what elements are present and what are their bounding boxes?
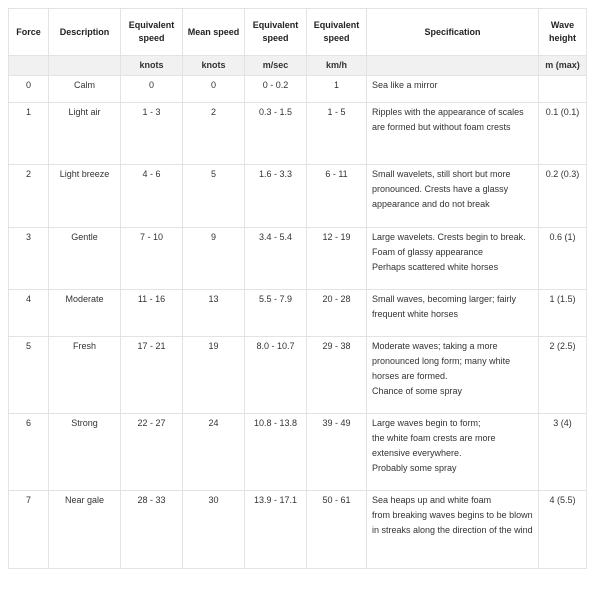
header-row [9,9,587,56]
unit-wave-height: m (max) [539,56,587,76]
cell-wave-height [539,76,587,103]
cell-description: Near gale [49,491,121,569]
cell-force: 3 [9,228,49,290]
cell-kmh: 50 - 61 [307,491,367,569]
cell-wave-height: 3 (4) [539,414,587,491]
table-row [9,290,587,337]
cell-ms: 10.8 - 13.8 [245,414,307,491]
cell-wave-height: 0.2 (0.3) [539,165,587,228]
table-row [9,228,587,290]
cell-description: Light air [49,103,121,165]
cell-mean: 5 [183,165,245,228]
cell-knots: 1 - 3 [121,103,183,165]
cell-force: 0 [9,76,49,103]
header-force: Force [9,9,49,56]
cell-specification: Sea heaps up and white foam from breaking waves begins to be blown in streaks along the direction of the wind [367,491,539,569]
cell-knots: 0 [121,76,183,103]
cell-ms: 1.6 - 3.3 [245,165,307,228]
cell-knots: 11 - 16 [121,290,183,337]
table-row [9,76,587,103]
cell-wave-height: 1 (1.5) [539,290,587,337]
cell-mean: 2 [183,103,245,165]
cell-specification: Large waves begin to form; the white foam crests are more extensive everywhere. Probably some spray [367,414,539,491]
cell-description: Fresh [49,337,121,414]
cell-kmh: 12 - 19 [307,228,367,290]
cell-kmh: 20 - 28 [307,290,367,337]
header-wave-height: Wave height [539,9,587,56]
cell-wave-height: 4 (5.5) [539,491,587,569]
unit-specification [367,56,539,76]
beaufort-scale-table [8,8,587,569]
header-equivalent-speed-ms: Equivalent speed [245,9,307,56]
cell-specification: Sea like a mirror [367,76,539,103]
cell-specification: Ripples with the appearance of scales are formed but without foam crests [367,103,539,165]
header-specification: Specification [367,9,539,56]
units-row [9,56,587,76]
cell-force: 1 [9,103,49,165]
cell-description: Gentle [49,228,121,290]
table-row [9,103,587,165]
cell-ms: 8.0 - 10.7 [245,337,307,414]
cell-force: 6 [9,414,49,491]
table-row [9,165,587,228]
cell-wave-height: 0.1 (0.1) [539,103,587,165]
cell-wave-height: 0.6 (1) [539,228,587,290]
cell-ms: 0.3 - 1.5 [245,103,307,165]
cell-ms: 0 - 0.2 [245,76,307,103]
cell-mean: 30 [183,491,245,569]
table-row [9,414,587,491]
cell-mean: 9 [183,228,245,290]
unit-knots: knots [121,56,183,76]
cell-force: 4 [9,290,49,337]
cell-force: 2 [9,165,49,228]
unit-description [49,56,121,76]
unit-kmh: km/h [307,56,367,76]
header-description: Description [49,9,121,56]
cell-kmh: 39 - 49 [307,414,367,491]
cell-specification: Moderate waves; taking a more pronounced long form; many white horses are formed. Chance of some spray [367,337,539,414]
header-mean-speed: Mean speed [183,9,245,56]
cell-knots: 22 - 27 [121,414,183,491]
header-equivalent-speed-kmh: Equivalent speed [307,9,367,56]
cell-specification: Large wavelets. Crests begin to break. Foam of glassy appearance Perhaps scattered white horses [367,228,539,290]
unit-ms: m/sec [245,56,307,76]
cell-force: 5 [9,337,49,414]
cell-ms: 13.9 - 17.1 [245,491,307,569]
table-row [9,491,587,569]
cell-force: 7 [9,491,49,569]
cell-knots: 28 - 33 [121,491,183,569]
unit-mean-knots: knots [183,56,245,76]
cell-kmh: 1 - 5 [307,103,367,165]
cell-mean: 24 [183,414,245,491]
cell-mean: 13 [183,290,245,337]
table-row [9,337,587,414]
cell-knots: 4 - 6 [121,165,183,228]
cell-knots: 7 - 10 [121,228,183,290]
cell-description: Light breeze [49,165,121,228]
cell-kmh: 29 - 38 [307,337,367,414]
cell-description: Strong [49,414,121,491]
cell-knots: 17 - 21 [121,337,183,414]
cell-kmh: 6 - 11 [307,165,367,228]
cell-description: Moderate [49,290,121,337]
header-equivalent-speed-knots: Equivalent speed [121,9,183,56]
unit-force [9,56,49,76]
cell-ms: 5.5 - 7.9 [245,290,307,337]
cell-specification: Small wavelets, still short but more pronounced. Crests have a glassy appearance and do not break [367,165,539,228]
cell-kmh: 1 [307,76,367,103]
cell-mean: 19 [183,337,245,414]
cell-wave-height: 2 (2.5) [539,337,587,414]
cell-description: Calm [49,76,121,103]
cell-ms: 3.4 - 5.4 [245,228,307,290]
cell-specification: Small waves, becoming larger; fairly frequent white horses [367,290,539,337]
cell-mean: 0 [183,76,245,103]
